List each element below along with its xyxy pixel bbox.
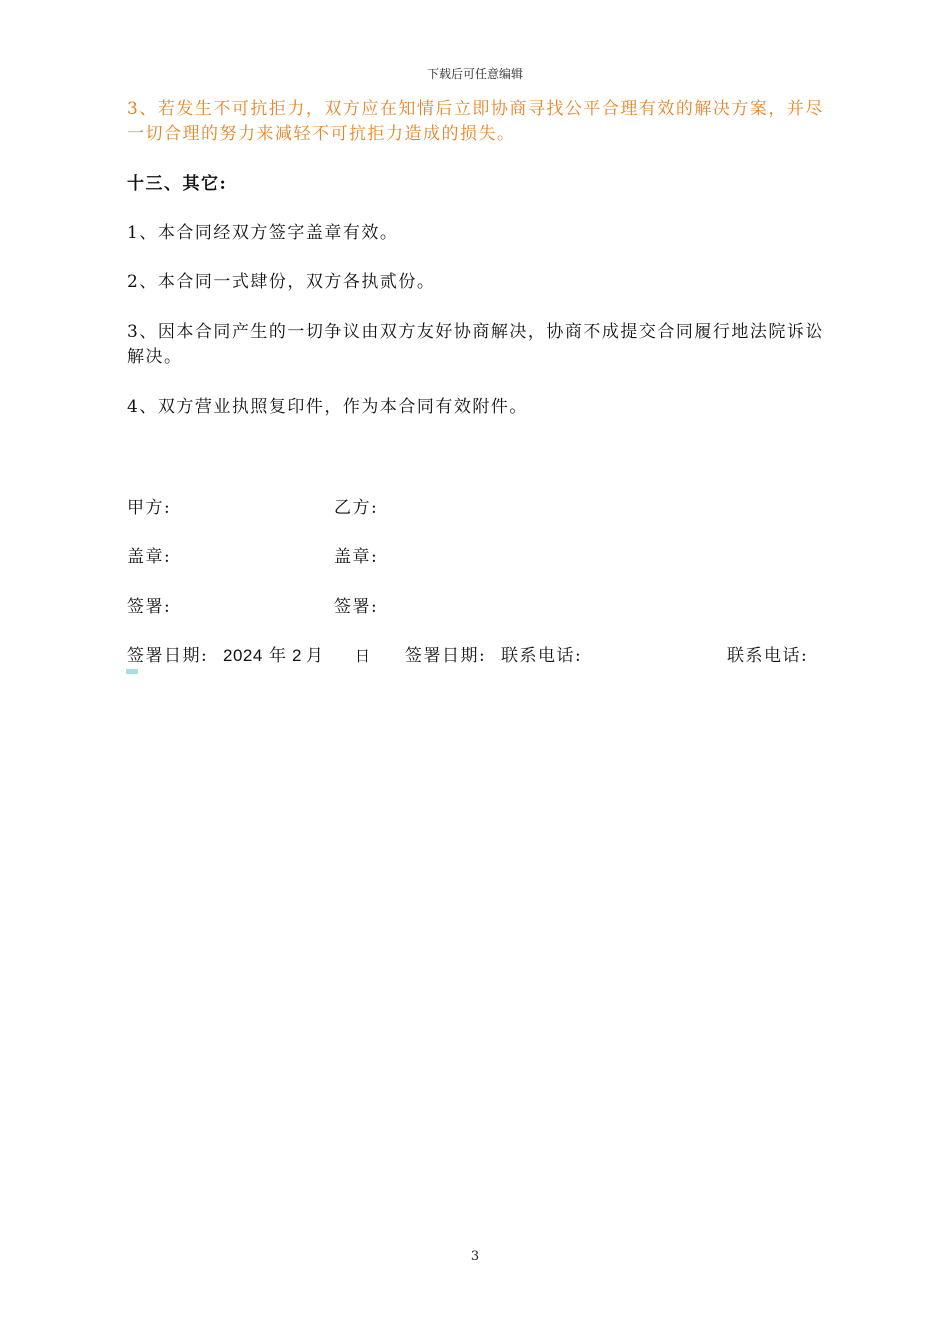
phone-a-label: 联系电话: [501, 646, 583, 666]
clause-item-1: 1、本合同经双方签字盖章有效。 [127, 223, 399, 243]
date-month-unit: 月 [306, 646, 325, 666]
date-b-label: 签署日期: [405, 646, 487, 666]
clause-item-2: 2、本合同一式肆份，双方各执贰份。 [127, 272, 436, 292]
clause-item-3: 3、因本合同产生的一切争议由双方友好协商解决，协商不成提交合同履行地法院诉讼解决。 [127, 322, 824, 367]
text-cursor-marker [126, 669, 138, 674]
phone-b-label: 联系电话: [727, 646, 809, 666]
page-header: 下载后可任意编辑 [426, 67, 523, 81]
seal-row [127, 544, 827, 570]
clause-item-4: 4、双方营业执照复印件，作为本合同有效附件。 [127, 397, 528, 417]
sign-b-label: 签署: [334, 597, 379, 617]
date-year-unit: 年 [269, 646, 288, 666]
section-title-other: 十三、其它: [127, 174, 228, 194]
page-number: 3 [470, 1249, 480, 1264]
date-phone-row [127, 643, 827, 669]
date-a-label: 签署日期: [127, 646, 209, 666]
party-row [127, 495, 827, 521]
date-day-unit: 日 [355, 647, 372, 665]
party-b-label: 乙方: [334, 498, 379, 518]
party-a-label: 甲方: [127, 498, 172, 518]
seal-b-label: 盖章: [334, 547, 379, 567]
date-month: 2 [292, 646, 302, 665]
date-year: 2024 [223, 646, 263, 665]
force-majeure-clause: 3、若发生不可抗拒力，双方应在知情后立即协商寻找公平合理有效的解决方案，并尽一切合理的努力来减轻不可抗拒力造成的损失。 [127, 99, 824, 144]
seal-a-label: 盖章: [127, 547, 172, 567]
sign-a-label: 签署: [127, 597, 172, 617]
sign-row [127, 594, 827, 620]
